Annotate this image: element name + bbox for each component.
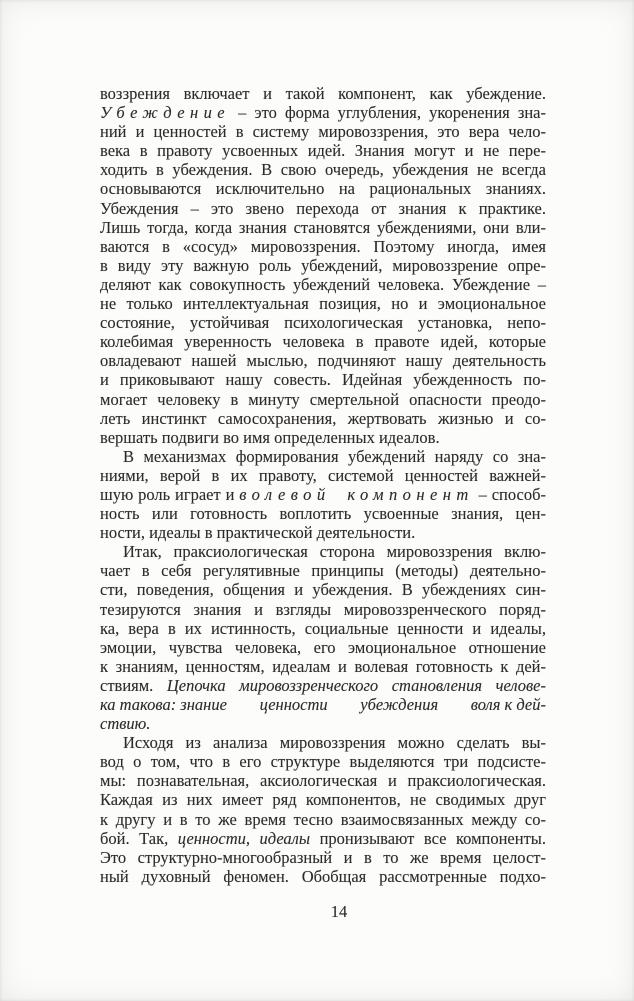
text-segment: ний и ценностей в систему мировоззрения, это вера чело- — [100, 122, 546, 142]
text-line — [100, 523, 546, 542]
text-segment-italic: Убеждение — [100, 103, 231, 123]
text-line — [100, 160, 546, 179]
text-segment: пронизывают все компоненты. — [310, 828, 546, 848]
text-line — [100, 619, 546, 638]
text-segment: ный духовный феномен. Обобщая рассмотренные подхо- — [100, 866, 546, 886]
text-segment: могает человеку в минуту смертельной опасности преодо- — [100, 389, 546, 409]
text-segment: деляют как совокупность убеждений человека. Убеждение – — [100, 274, 546, 294]
text-segment: вод о том, что в его структуре выделяются три подсисте- — [100, 752, 546, 772]
text-line — [100, 447, 546, 466]
text-segment: Исходя из анализа мировоззрения можно сделать вы- — [123, 733, 546, 753]
text-segment: эмоции, чувства человека, его эмоциональное отношение — [100, 637, 546, 657]
text-line — [100, 428, 546, 447]
text-line — [100, 466, 546, 485]
text-segment: ность или готовность воплотить усвоенные знания, цен- — [100, 504, 546, 524]
text-line — [100, 504, 546, 523]
text-line — [100, 657, 546, 676]
text-segment: в виду эту важную роль убеждений, мировоззрение опре- — [100, 255, 546, 275]
text-line — [100, 122, 546, 141]
text-segment-italic: ка такова: знание — [100, 695, 227, 714]
text-line — [100, 256, 546, 275]
text-line — [100, 714, 546, 733]
page-number: 14 — [330, 902, 348, 921]
text-segment-italic: ствию. — [100, 714, 151, 734]
text-segment: ка, вера в их истинность, социальные ценности и идеалы, — [100, 618, 546, 638]
text-segment: Это структурно-многообразный и в то же время целост- — [100, 847, 546, 867]
text-line — [100, 141, 546, 160]
text-line — [100, 351, 546, 370]
text-segment: к знаниям, ценностям, идеалам и волевая готовность к дей- — [100, 656, 546, 676]
text-line — [100, 370, 546, 389]
text-line — [100, 810, 546, 829]
text-segment: сти, поведения, общения и убеждения. В убеждениях син- — [100, 580, 546, 600]
text-line — [100, 218, 546, 237]
text-line — [100, 294, 546, 313]
text-segment: чает в себя регулятивные принципы (методы) деятельно- — [100, 561, 546, 581]
text-segment-italic: убеждения — [360, 695, 439, 714]
text-segment: колебимая уверенность человека в правоте идей, которые — [100, 332, 546, 352]
text-segment: вершать подвиги во имя определенных идеалов. — [100, 427, 440, 447]
text-segment-italic: Цепочка мировоззренческого становления челове- — [166, 675, 547, 695]
text-line — [100, 485, 546, 504]
text-segment: тезируются знания и взгляды мировоззренческого поряд- — [100, 599, 546, 619]
text-segment: В механизмах формирования убеждений наряду со зна- — [123, 446, 546, 466]
text-segment: шую роль играет и — [100, 484, 240, 504]
text-segment: Каждая из них имеет ряд компонентов, не сводимых друг — [100, 790, 546, 810]
text-segment: не только интеллектуальная позиция, но и эмоциональное — [100, 294, 546, 314]
text-segment: к другу и в то же время тесно взаимосвязанных между со- — [100, 809, 546, 829]
text-segment: леть инстинкт самосохранения, жертвовать жизнью и со- — [100, 408, 546, 428]
text-line — [100, 179, 546, 198]
text-segment: ствиям. — [100, 675, 167, 695]
text-segment: ходить в убеждения. В свою очередь, убеждения не всегда — [100, 160, 546, 180]
page-text-block — [100, 84, 546, 886]
text-segment: Лишь тогда, когда знания становятся убеждениями, они вли- — [100, 217, 546, 237]
text-segment: овладевают нашей мыслью, подчиняют нашу деятельность — [100, 351, 546, 371]
text-segment: состояние, устойчивая психологическая установка, непо- — [100, 313, 546, 333]
text-line — [100, 600, 546, 619]
text-line — [100, 790, 546, 809]
text-line — [100, 829, 546, 848]
text-segment-italic: волевой компонент — [239, 484, 474, 504]
text-segment: мы: познавательная, аксиологическая и праксиологическая. — [100, 771, 546, 791]
text-line — [100, 848, 546, 867]
text-segment: основываются исключительно на рациональных знаниях. — [100, 179, 546, 199]
text-line — [100, 390, 546, 409]
text-segment: – способ- — [473, 484, 547, 504]
text-segment: ности, идеалы в практической деятельности. — [100, 523, 416, 543]
text-segment-italic: воля к дей- — [470, 695, 546, 714]
text-segment: – это форма углубления, укоренения зна- — [230, 103, 546, 123]
text-segment-italic: ценности, идеалы — [177, 828, 311, 848]
text-segment-italic: ценности — [259, 695, 328, 714]
text-segment: и приковывают нашу совесть. Идейная убежденность по- — [100, 370, 546, 390]
text-line — [100, 580, 546, 599]
text-segment: века в правоту усвоенных идей. Знания могут и не пере- — [100, 141, 546, 161]
text-segment: Убеждения – это звено перехода от знания к практике. — [100, 198, 546, 218]
text-segment: ниями, верой в их правоту, системой ценностей важней- — [100, 465, 546, 485]
text-segment: Итак, праксиологическая сторона мировоззрения вклю- — [123, 542, 546, 562]
text-line — [100, 542, 546, 561]
text-line — [100, 771, 546, 790]
text-line — [100, 638, 546, 657]
text-segment: воззрения включает и такой компонент, как убеждение. — [100, 84, 546, 103]
text-line — [100, 237, 546, 256]
text-line — [100, 199, 546, 218]
text-line — [100, 84, 546, 103]
text-line — [100, 867, 546, 886]
text-segment: ваются в «сосуд» мировоззрения. Поэтому иногда, имея — [100, 236, 546, 256]
text-line — [100, 695, 546, 714]
text-line — [100, 275, 546, 294]
text-line — [100, 103, 546, 122]
text-line — [100, 409, 546, 428]
text-segment: бой. Так, — [100, 828, 178, 848]
text-line — [100, 313, 546, 332]
text-line — [100, 561, 546, 580]
text-line — [100, 752, 546, 771]
text-line — [100, 733, 546, 752]
text-line — [100, 332, 546, 351]
text-line — [100, 676, 546, 695]
